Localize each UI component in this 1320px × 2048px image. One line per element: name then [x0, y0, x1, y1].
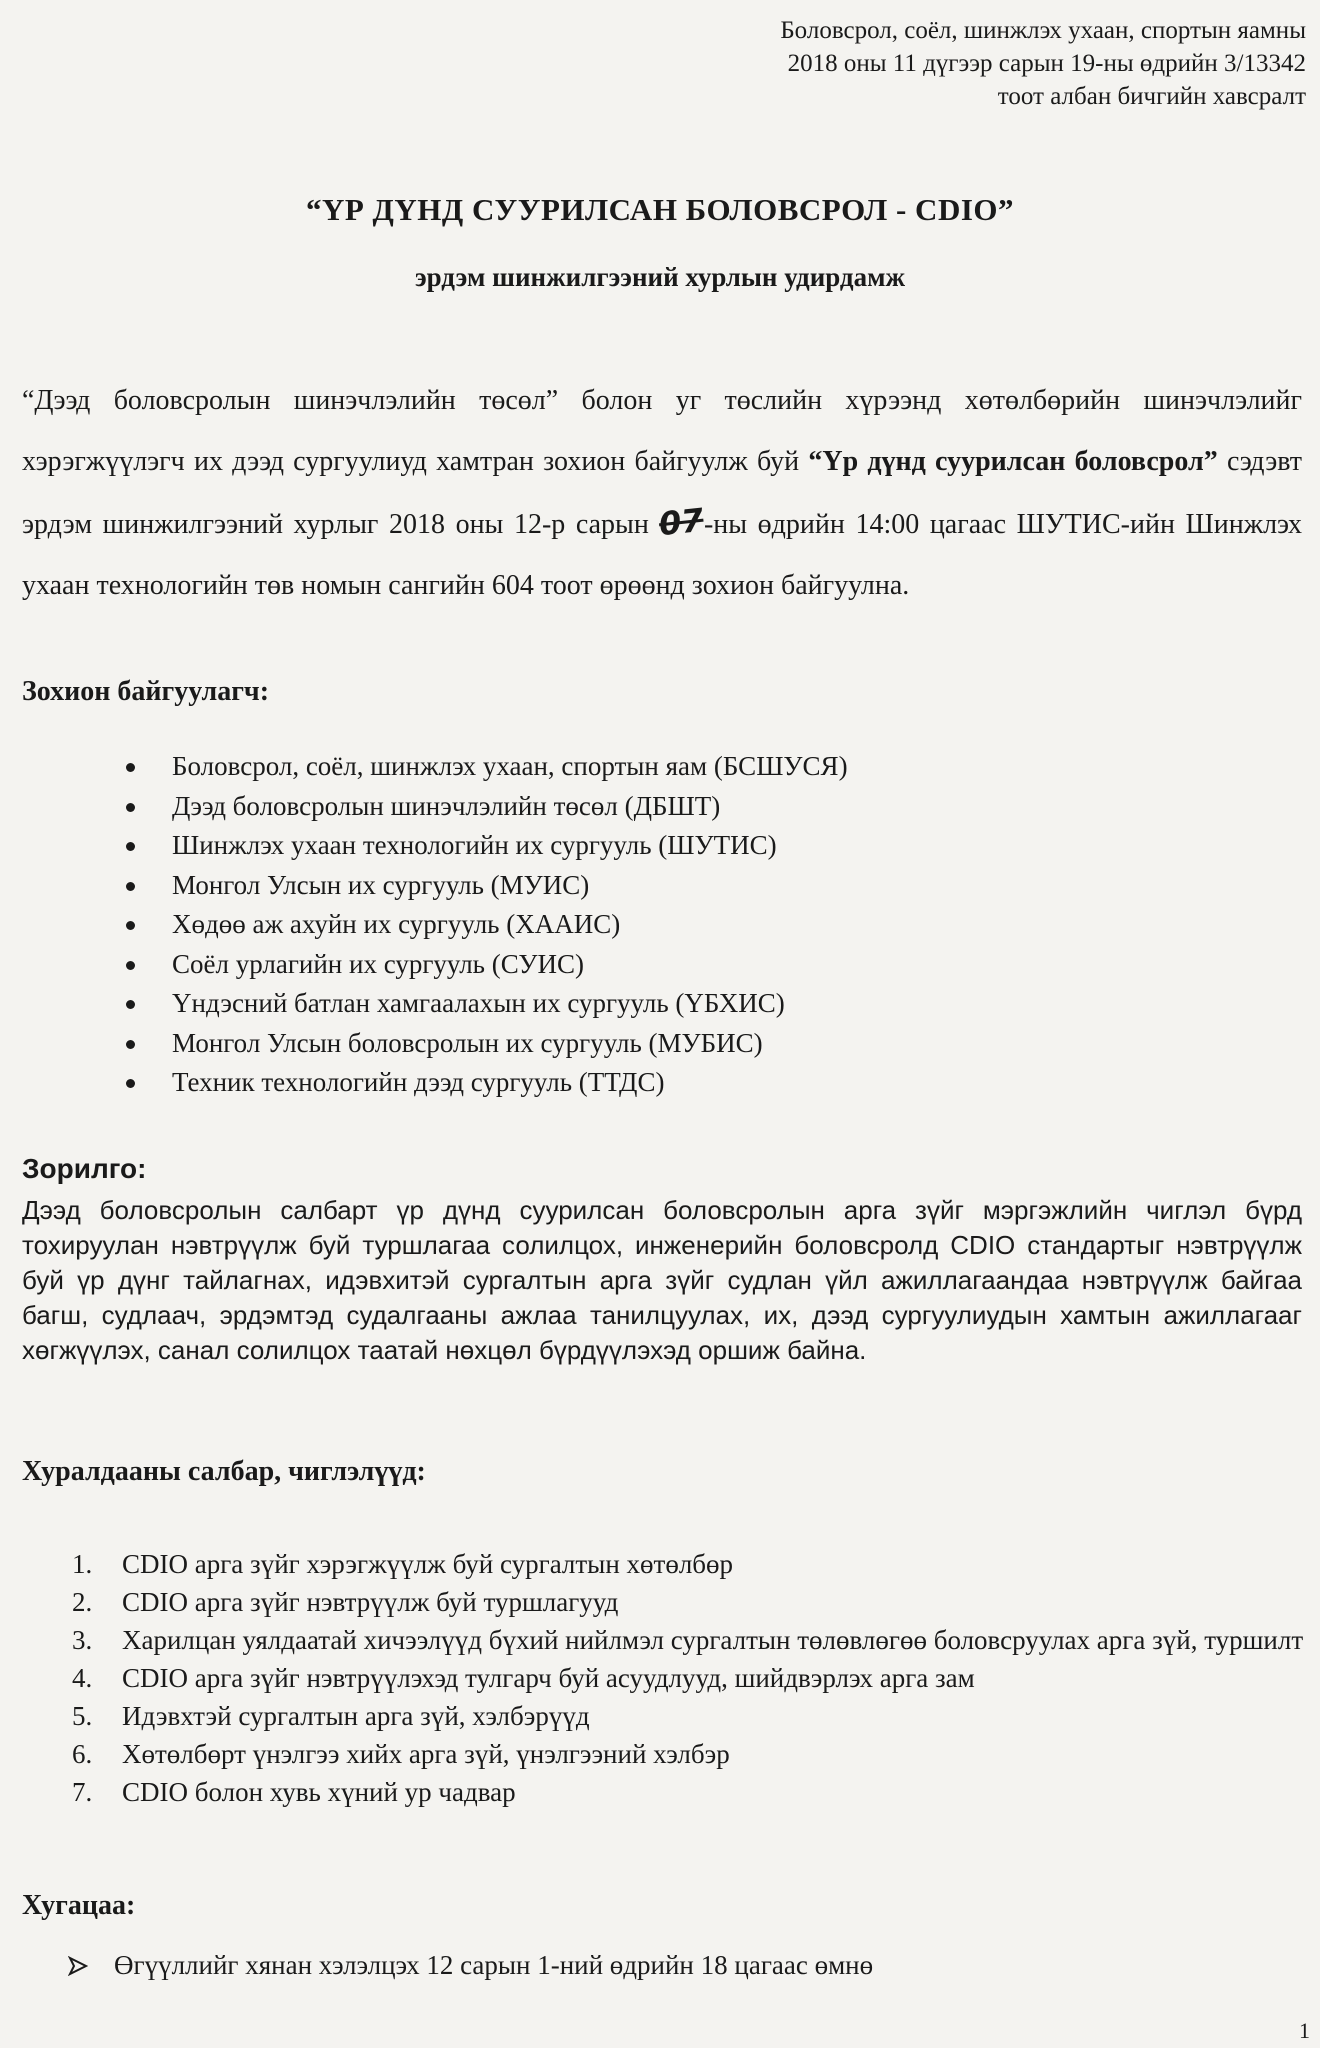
- goal-paragraph: Дээд боловсролын салбарт үр дүнд суурилсан боловсролын арга зүйг мэргэжлийн чиглэл бүрд тохируулан нэвтрүүлж буй туршлагаа солилцох, инженерийн боловсролд CDIO стандартыг нэвтрүүлж буй үр дүнг тайлагнах, идэвхитэй сургалтын арга зүйг судлан үйл ажиллагаандаа нэвтрүүлж байгаа багш, судлаач, эрдэмтэд судалгааны ажлаа танилцуулах, их, дээд сургуулиудын хамтын ажиллагааг хөгжүүлэх, санал солилцох таатай нөхцөл бүрдүүлэхэд оршиж байна.: [22, 1195, 1302, 1365]
- topic-item: [72, 1621, 1304, 1659]
- organizers-list: [120, 747, 848, 1103]
- attachment-reference: [626, 14, 1306, 113]
- organizer-item: Соёл урлагийн их сургууль (СУИС): [120, 945, 848, 985]
- topic-number: 6.: [72, 1739, 93, 1769]
- organizer-item: Дээд боловсролын шинэчлэлийн төсөл (ДБШТ): [120, 787, 848, 827]
- page-number: 1: [1299, 2018, 1310, 2043]
- deadline-text: Өгүүллийг хянан хэлэлцэх 12 сарын 1-ний өдрийн 18 цагаас өмнө: [114, 1950, 874, 1980]
- attachment-reference-line: 2018 оны 11 дүгээр сарын 19-ны өдрийн 3/13342: [787, 50, 1306, 77]
- topic-text: CDIO арга зүйг хэрэгжүүлж буй сургалтын хөтөлбөр: [122, 1549, 734, 1579]
- topic-number: 2.: [72, 1587, 93, 1617]
- attachment-reference-line: тоот албан бичгийн хавсралт: [997, 83, 1306, 110]
- topic-item: [72, 1583, 1304, 1621]
- topic-item: [72, 1773, 1304, 1811]
- topic-text: Идэвхтэй сургалтын арга зүй, хэлбэрүүд: [122, 1701, 590, 1731]
- intro-text: сэдэвт эрдэм шинжилгээний хурлыг 2018 оны 12-р сарын: [22, 446, 1302, 540]
- organizer-item: Техник технологийн дээд сургууль (ТТДС): [120, 1063, 848, 1103]
- document-subtitle: эрдэм шинжилгээний хурлын удирдамж: [414, 262, 906, 292]
- topic-item: [72, 1659, 1304, 1697]
- organizer-item: Боловсрол, соёл, шинжлэх ухаан, спортын яам (БСШУСЯ): [120, 747, 848, 787]
- topic-text: CDIO арга зүйг нэвтрүүлэхэд тулгарч буй асуудлууд, шийдвэрлэх арга зам: [122, 1663, 975, 1693]
- intro-bold-topic: “Үр дүнд суурилсан боловсрол”: [808, 446, 1218, 477]
- handwritten-date: 07: [657, 500, 706, 544]
- topic-text: Харилцан уялдаатай хичээлүүд бүхий нийлмэл сургалтын төлөвлөгөө боловсруулах арга зүй, туршилт: [122, 1625, 1304, 1655]
- topics-list: [72, 1545, 1304, 1811]
- topic-text: Хөтөлбөрт үнэлгээ хийх арга зүй, үнэлгээний хэлбэр: [122, 1739, 730, 1769]
- organizer-item: Үндэсний батлан хамгаалахын их сургууль (ҮБХИС): [120, 984, 848, 1024]
- deadline-heading: Хугацаа:: [22, 1890, 136, 1921]
- organizers-heading: Зохион байгуулагч:: [22, 676, 270, 707]
- topics-heading: Хуралдааны салбар, чиглэлүүд:: [22, 1456, 426, 1487]
- topic-item: [72, 1545, 1304, 1583]
- organizer-item: Монгол Улсын их сургууль (МУИС): [120, 866, 848, 906]
- deadline-item: [68, 1950, 873, 1981]
- topic-text: CDIO арга зүйг нэвтрүүлж буй туршлагууд: [122, 1587, 619, 1617]
- topic-text: CDIO болон хувь хүний ур чадвар: [122, 1777, 516, 1807]
- organizer-item: Шинжлэх ухаан технологийн их сургууль (ШУТИС): [120, 826, 848, 866]
- topic-item: [72, 1735, 1304, 1773]
- topic-number: 5.: [72, 1701, 93, 1731]
- arrowhead-bullet-icon: [68, 1956, 88, 1976]
- attachment-reference-line: Боловсрол, соёл, шинжлэх ухаан, спортын яамны: [780, 17, 1306, 44]
- intro-paragraph: [22, 370, 1302, 616]
- topic-number: 3.: [72, 1625, 93, 1655]
- topic-number: 4.: [72, 1663, 93, 1693]
- intro-text: “Дээд боловсролын шинэчлэлийн төсөл” болон уг төслийн хүрээнд хөтөлбөрийн шинэчлэлийг хэрэгжүүлэгч их дээд сургуулиуд хамтран зохион байгуулж буй: [22, 385, 1302, 477]
- topic-number: 1.: [72, 1549, 93, 1579]
- intro-text: -ны өдрийн 14:00 цагаас ШУТИС-ийн Шинжлэх ухаан технологийн төв номын сангийн 604 тоот өрөөнд зохион байгуулна.: [22, 509, 1302, 601]
- topic-item: [72, 1697, 1304, 1735]
- organizer-item: Монгол Улсын боловсролын их сургууль (МУБИС): [120, 1024, 848, 1064]
- topic-number: 7.: [72, 1777, 93, 1807]
- document-title: “ҮР ДҮНД СУУРИЛСАН БОЛОВСРОЛ - CDIO”: [305, 192, 1015, 227]
- organizer-item: Хөдөө аж ахуйн их сургууль (ХААИС): [120, 905, 848, 945]
- goal-heading: Зорилго:: [22, 1153, 147, 1184]
